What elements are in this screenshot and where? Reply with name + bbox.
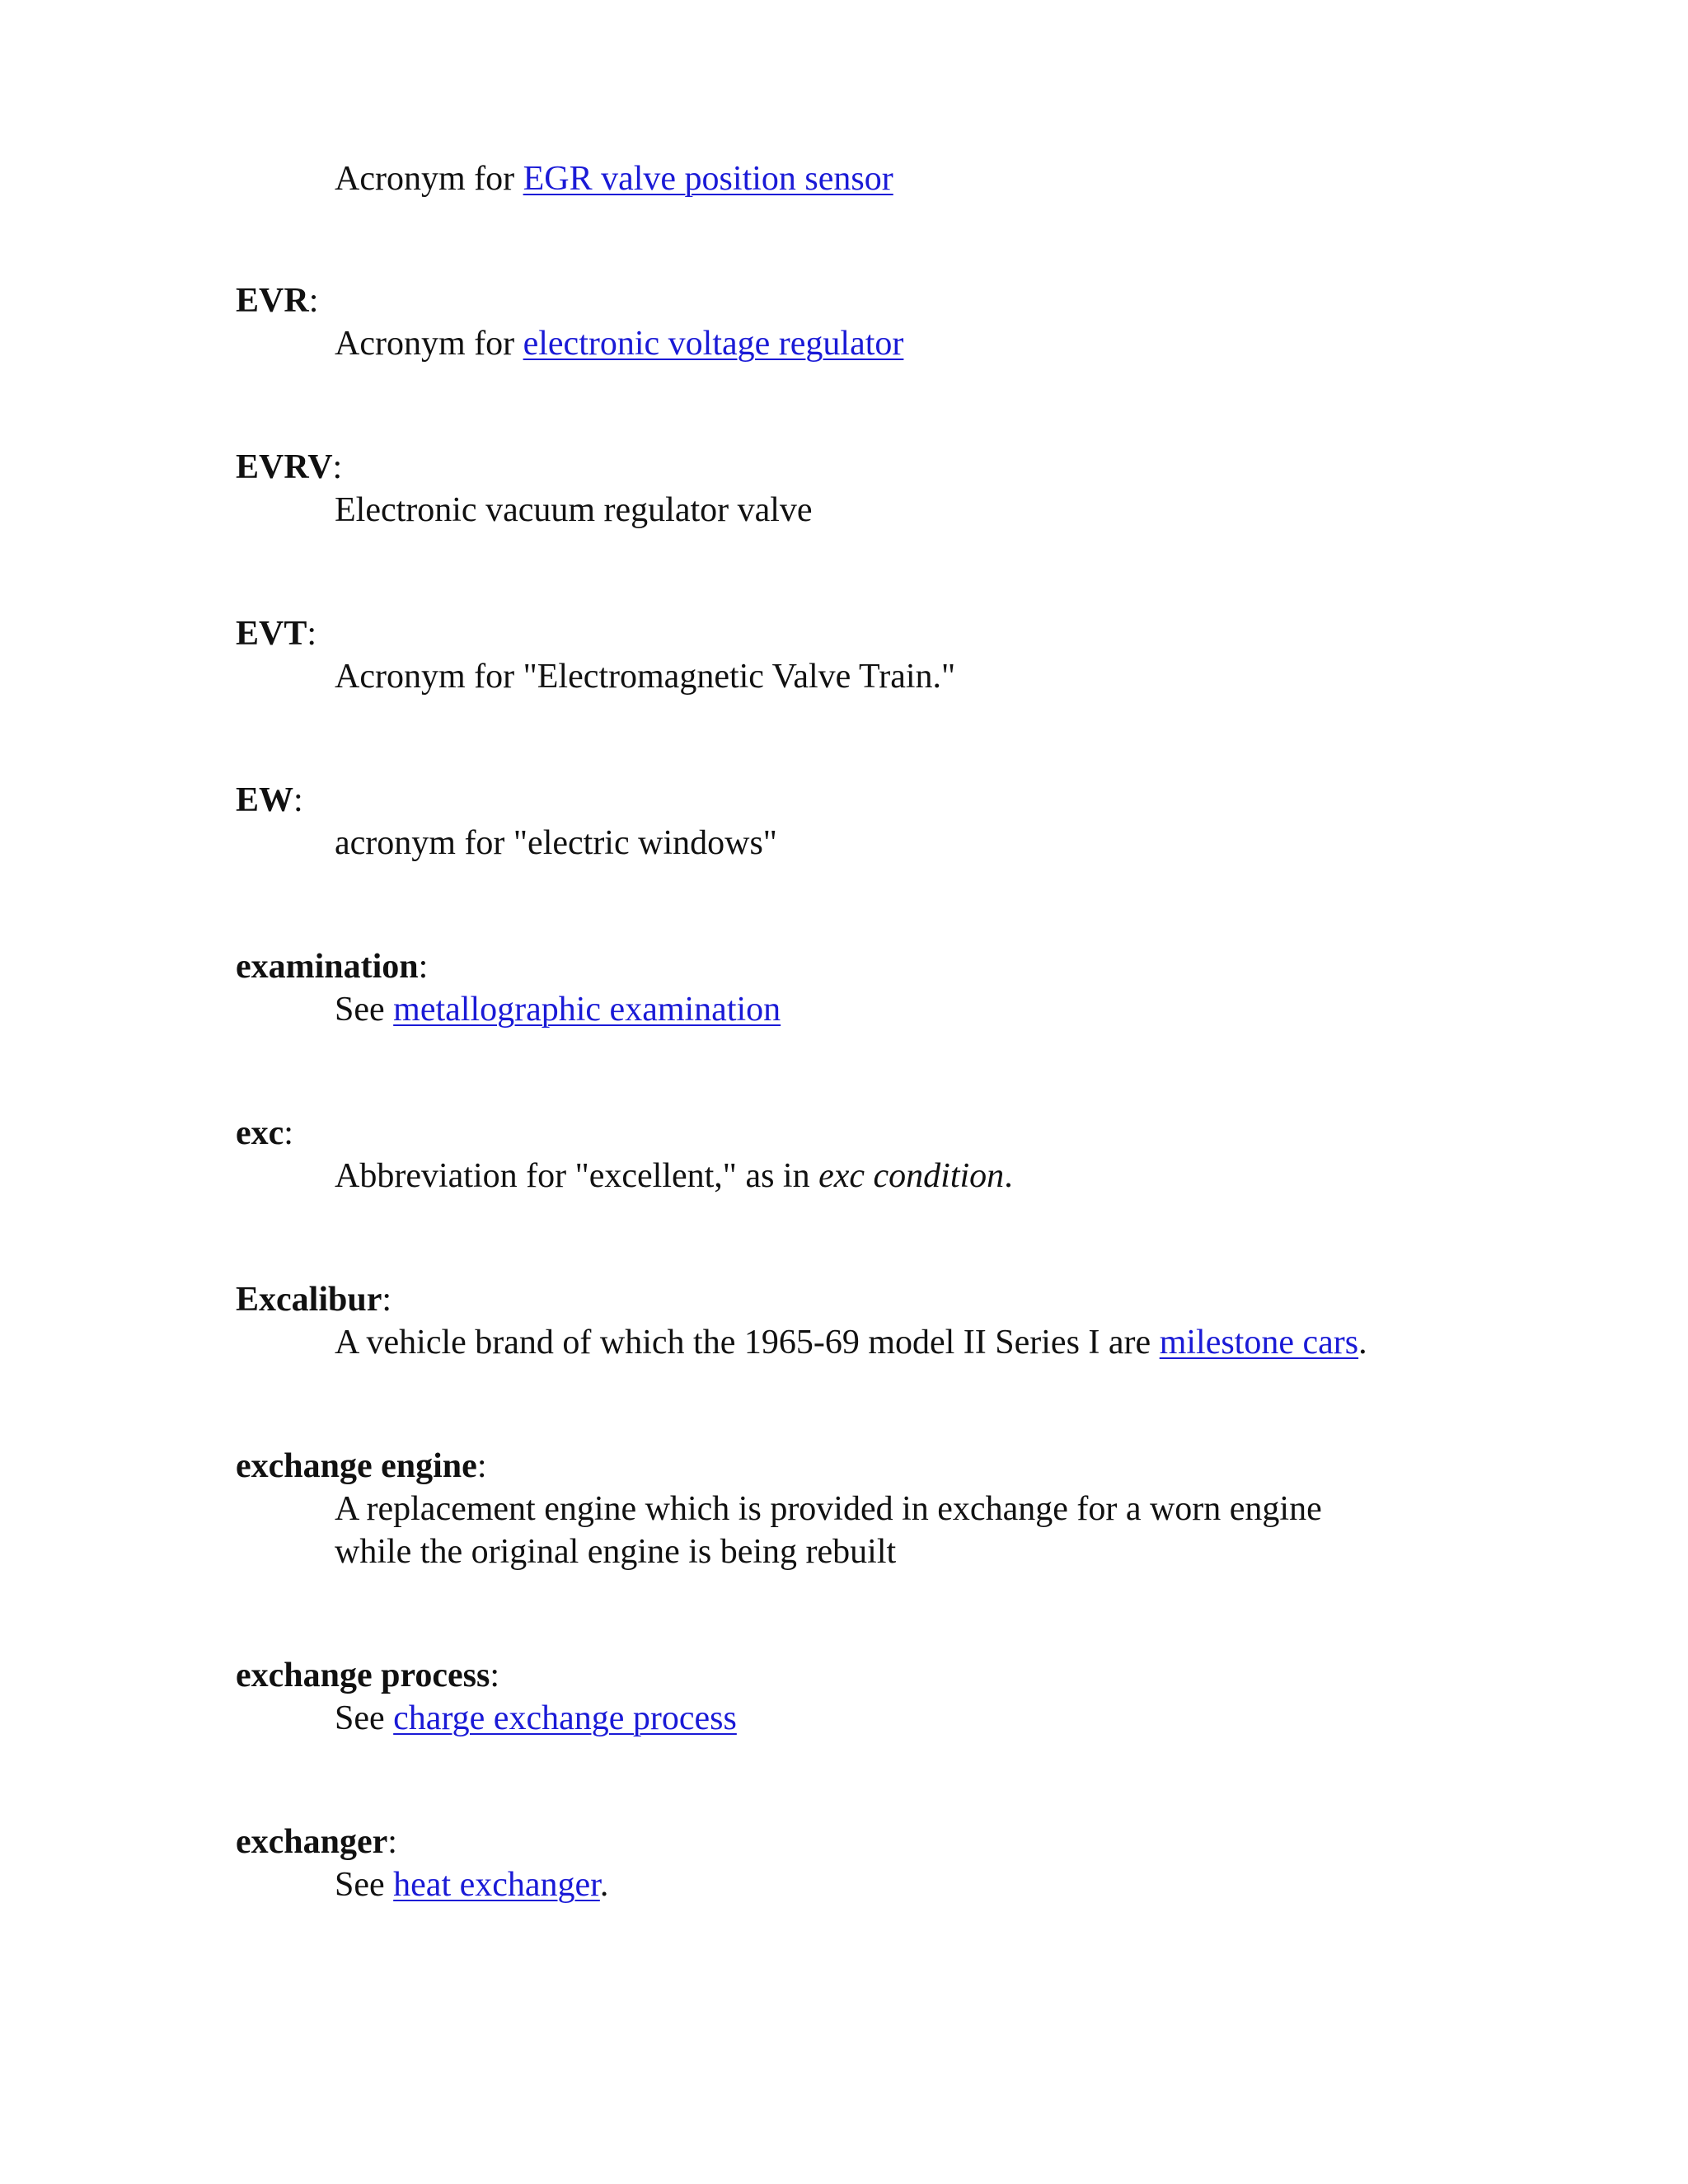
term-label: Excalibur <box>236 1281 382 1319</box>
definition-exchange-engine-line-1 <box>335 1488 1322 1530</box>
term-evrv <box>236 446 342 489</box>
definition-excalibur <box>335 1321 1367 1364</box>
term-separator: : <box>490 1657 500 1694</box>
link-milestone-cars[interactable]: milestone cars <box>1159 1324 1359 1361</box>
term-exchange-engine <box>236 1445 486 1488</box>
definition-text: See <box>335 1699 394 1737</box>
definition-text: . <box>599 1866 609 1904</box>
definition-exchange-engine-line-2 <box>335 1530 896 1573</box>
term-evt <box>236 612 316 655</box>
definition-text: See <box>335 991 394 1029</box>
definition-egr-valve-position-sensor <box>335 157 893 200</box>
term-separator: : <box>284 1114 293 1152</box>
definition-text: Acronym for "Electromagnetic Valve Train." <box>335 658 956 696</box>
link-heat-exchanger[interactable]: heat exchanger <box>393 1866 600 1904</box>
term-label: EVRV <box>236 448 333 486</box>
link-egr-valve-position-sensor[interactable]: EGR valve position sensor <box>523 160 893 198</box>
link-metallographic-examination[interactable]: metallographic examination <box>393 991 781 1029</box>
definition-text: Abbreviation for "excellent," as in <box>335 1157 819 1195</box>
definition-italic-example: exc condition <box>818 1157 1005 1195</box>
term-label: EW <box>236 781 294 819</box>
definition-text: acronym for "electric windows" <box>335 824 777 862</box>
term-exchanger <box>236 1821 397 1863</box>
definition-exchanger <box>335 1863 608 1906</box>
definition-text: Acronym for <box>335 160 523 198</box>
definition-examination <box>335 988 781 1031</box>
term-evr <box>236 279 318 322</box>
term-exchange-process <box>236 1654 499 1697</box>
definition-text: See <box>335 1866 394 1904</box>
link-electronic-voltage-regulator[interactable]: electronic voltage regulator <box>523 325 904 363</box>
definition-exc <box>335 1155 1013 1197</box>
definition-text: . <box>1358 1324 1367 1361</box>
term-label: examination <box>236 948 419 986</box>
term-label: EVT <box>236 615 307 653</box>
term-separator: : <box>293 781 303 819</box>
term-examination <box>236 945 428 988</box>
definition-ew <box>335 822 777 865</box>
term-label: exc <box>236 1114 284 1152</box>
definition-evt <box>335 655 955 698</box>
definition-text: while the original engine is being rebuilt <box>335 1533 897 1571</box>
term-separator: : <box>476 1447 487 1485</box>
term-excalibur <box>236 1278 392 1321</box>
term-exc <box>236 1112 293 1155</box>
term-separator: : <box>308 282 319 320</box>
definition-text: . <box>1004 1157 1013 1195</box>
definition-evrv <box>335 489 813 532</box>
link-charge-exchange-process[interactable]: charge exchange process <box>393 1699 737 1737</box>
term-ew <box>236 779 303 822</box>
term-label: EVR <box>236 282 309 320</box>
term-separator: : <box>387 1823 397 1861</box>
term-label: exchange engine <box>236 1447 477 1485</box>
term-separator: : <box>382 1281 392 1319</box>
term-separator: : <box>418 948 429 986</box>
definition-text: A vehicle brand of which the 1965-69 model II Series I are <box>335 1324 1160 1361</box>
definition-exchange-process <box>335 1697 737 1740</box>
term-separator: : <box>332 448 343 486</box>
definition-text: Acronym for <box>335 325 523 363</box>
definition-evr <box>335 322 903 365</box>
term-separator: : <box>307 615 317 653</box>
term-label: exchange process <box>236 1657 490 1694</box>
definition-text: Electronic vacuum regulator valve <box>335 491 813 529</box>
term-label: exchanger <box>236 1823 388 1861</box>
definition-text: A replacement engine which is provided in exchange for a worn engine <box>335 1490 1322 1528</box>
